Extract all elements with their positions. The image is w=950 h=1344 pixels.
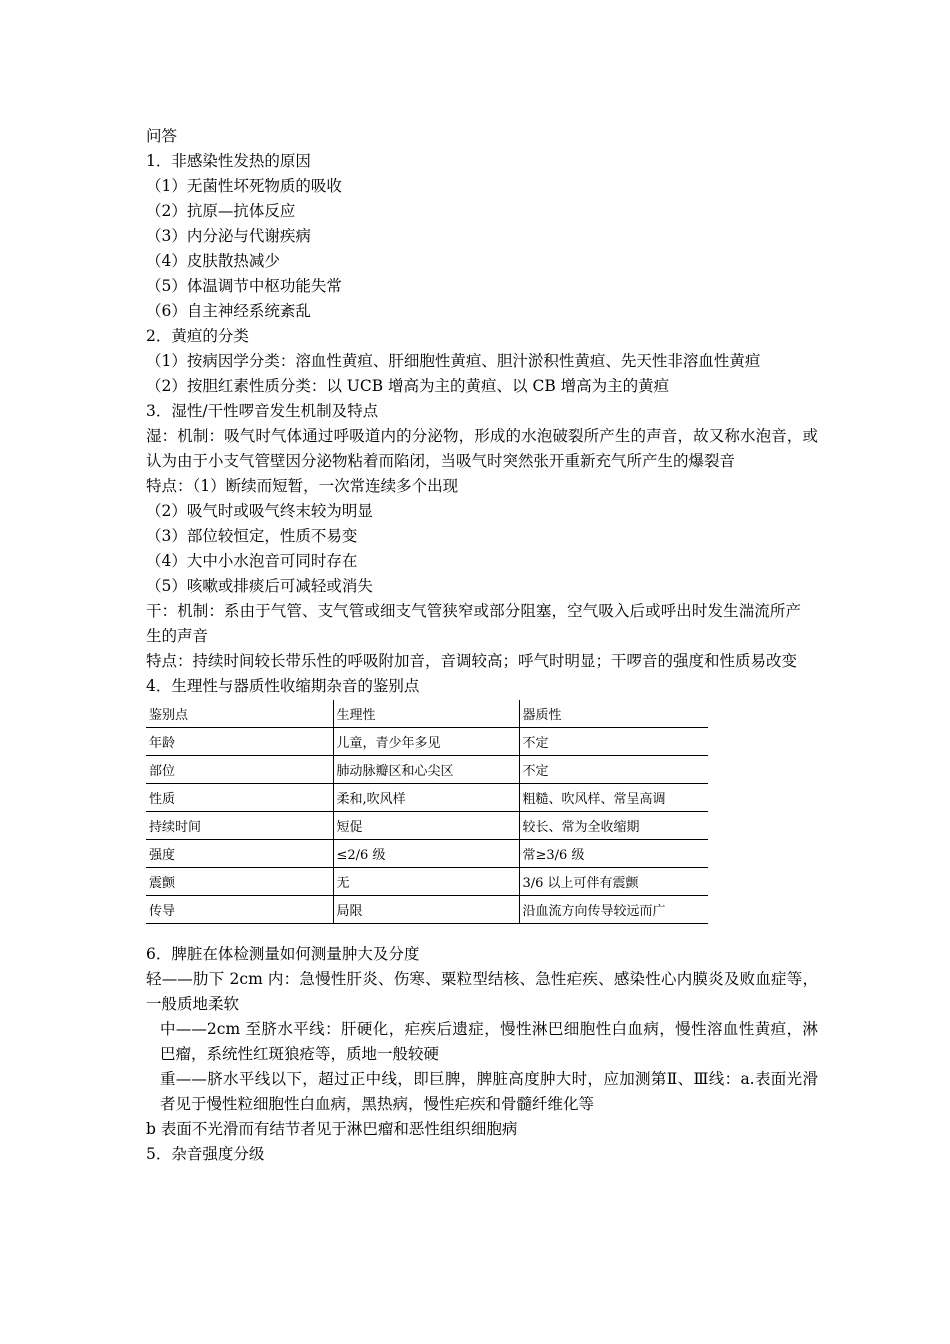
q6-moderate: 中——2cm 至脐水平线：肝硬化，疟疾后遗症，慢性淋巴细胞性白血病，慢性溶血性黄疸，淋巴瘤，系统性红斑狼疮等，质地一般较硬 <box>160 1020 818 1063</box>
table-cell: 粗糙、吹风样、常呈高调 <box>519 784 708 812</box>
table-cell: 性质 <box>146 784 333 812</box>
table-cell: 持续时间 <box>146 812 333 840</box>
table-row <box>146 784 708 812</box>
q1-item: （3）内分泌与代谢疾病 <box>146 227 311 245</box>
table-cell: 常≥3/6 级 <box>519 840 708 868</box>
table-cell: 局限 <box>333 896 519 924</box>
table-cell: 较长、常为全收缩期 <box>519 812 708 840</box>
q6-heading: 6．脾脏在体检测量如何测量肿大及分度 <box>146 945 420 963</box>
table-header-cell: 生理性 <box>333 700 519 728</box>
q3-wet-feature: 特点：（1）断续而短暂，一次常连续多个出现 <box>146 477 459 495</box>
table-row <box>146 896 708 924</box>
table-cell: 传导 <box>146 896 333 924</box>
q3-wet-feature: （3）部位较恒定，性质不易变 <box>146 527 358 545</box>
table-cell: 3/6 以上可伴有震颤 <box>519 868 708 896</box>
q2-heading: 2．黄疸的分类 <box>146 327 249 345</box>
q1-item: （2）抗原—抗体反应 <box>146 202 296 220</box>
q1-heading: 1．非感染性发热的原因 <box>146 152 311 170</box>
murmur-comparison-table <box>146 700 708 924</box>
doc-title: 问答 <box>146 127 178 145</box>
q3-dry-features: 特点：持续时间较长带乐性的呼吸附加音，音调较高；呼气时明显；干啰音的强度和性质易改变 <box>146 652 798 670</box>
q1-item: （4）皮肤散热减少 <box>146 252 280 270</box>
table-cell: 年龄 <box>146 728 333 756</box>
table-cell: 短促 <box>333 812 519 840</box>
table-cell: 沿血流方向传导较远而广 <box>519 896 708 924</box>
table-header-cell: 器质性 <box>519 700 708 728</box>
table-cell: 肺动脉瓣区和心尖区 <box>333 756 519 784</box>
q2-item: （2）按胆红素性质分类：以 UCB 增高为主的黄疸、以 CB 增高为主的黄疸 <box>146 377 670 395</box>
table-cell: 不定 <box>519 728 708 756</box>
q6-severe: 重——脐水平线以下，超过正中线，即巨脾，脾脏高度肿大时，应加测第Ⅱ、Ⅲ线：a.表面光滑者见于慢性粒细胞性白血病，黑热病，慢性疟疾和骨髓纤维化等 <box>160 1070 818 1113</box>
table-row <box>146 728 708 756</box>
table-row <box>146 812 708 840</box>
q3-wet-feature: （2）吸气时或吸气终末较为明显 <box>146 502 373 520</box>
q2-item: （1）按病因学分类：溶血性黄疸、肝细胞性黄疸、胆汁淤积性黄疸、先天性非溶血性黄疸 <box>146 352 761 370</box>
q4-heading: 4．生理性与器质性收缩期杂音的鉴别点 <box>146 677 420 695</box>
table-header-row <box>146 700 708 728</box>
document-page <box>146 124 818 1167</box>
table-row <box>146 840 708 868</box>
q1-item: （6）自主神经系统紊乱 <box>146 302 311 320</box>
q3-wet-mechanism: 湿：机制：吸气时气体通过呼吸道内的分泌物，形成的水泡破裂所产生的声音，故又称水泡音，或认为由于小支气管壁因分泌物粘着而陷闭，当吸气时突然张开重新充气所产生的爆裂音 <box>146 427 818 470</box>
table-cell: ≤2/6 级 <box>333 840 519 868</box>
q1-item: （1）无菌性坏死物质的吸收 <box>146 177 342 195</box>
table-row <box>146 756 708 784</box>
table-cell: 不定 <box>519 756 708 784</box>
q3-heading: 3．湿性/干性啰音发生机制及特点 <box>146 402 379 420</box>
q6-severe-b: b 表面不光滑而有结节者见于淋巴瘤和恶性组织细胞病 <box>146 1120 518 1138</box>
table-row <box>146 868 708 896</box>
table-cell: 柔和,吹风样 <box>333 784 519 812</box>
q3-wet-feature: （5）咳嗽或排痰后可减轻或消失 <box>146 577 373 595</box>
q5-heading: 5．杂音强度分级 <box>146 1145 265 1163</box>
table-cell: 儿童，青少年多见 <box>333 728 519 756</box>
table-header-cell: 鉴别点 <box>146 700 333 728</box>
q1-item: （5）体温调节中枢功能失常 <box>146 277 342 295</box>
q3-dry-mechanism: 干：机制：系由于气管、支气管或细支气管狭窄或部分阻塞，空气吸入后或呼出时发生湍流所产生的声音 <box>146 602 801 645</box>
table-cell: 部位 <box>146 756 333 784</box>
table-cell: 震颤 <box>146 868 333 896</box>
q3-wet-feature: （4）大中小水泡音可同时存在 <box>146 552 358 570</box>
q6-mild: 轻——肋下 2cm 内：急慢性肝炎、伤寒、粟粒型结核、急性疟疾、感染性心内膜炎及败血症等，一般质地柔软 <box>146 970 818 1013</box>
table-cell: 强度 <box>146 840 333 868</box>
table-cell: 无 <box>333 868 519 896</box>
